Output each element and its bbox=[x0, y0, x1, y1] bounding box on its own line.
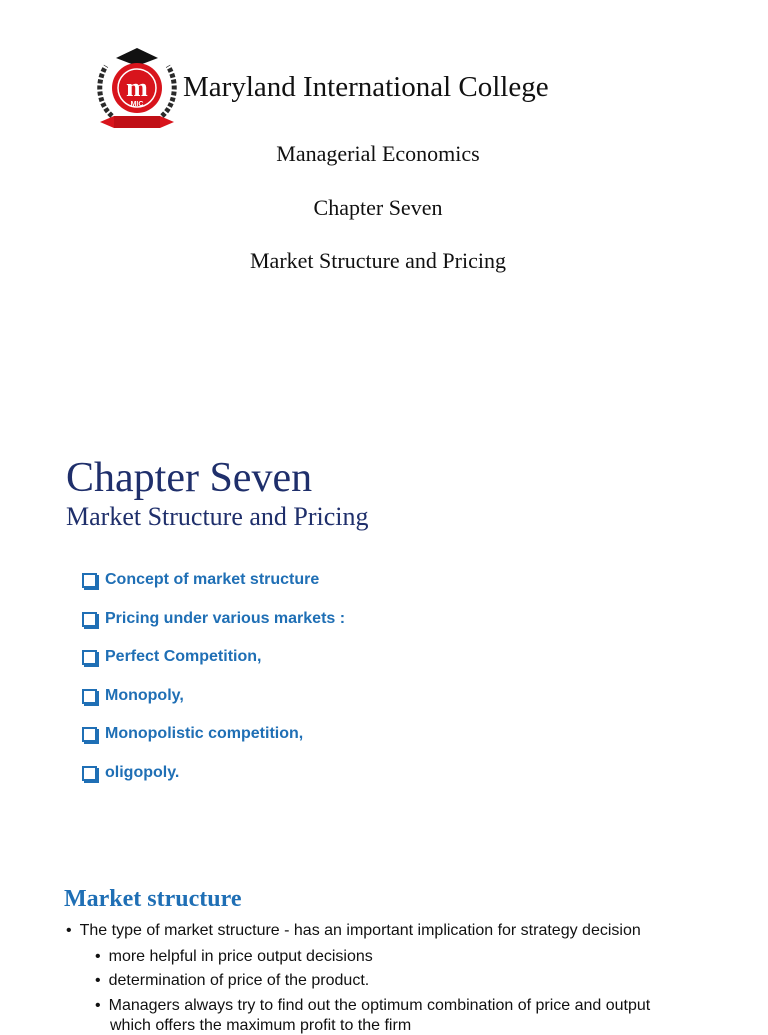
list-item-label: Concept of market structure bbox=[105, 571, 320, 588]
checkbox-bullet-icon bbox=[82, 612, 97, 627]
checkbox-bullet-icon bbox=[82, 766, 97, 781]
list-item bbox=[82, 648, 261, 666]
list-item-label: Monopoly, bbox=[105, 687, 184, 704]
list-item bbox=[82, 687, 184, 705]
chapter-label: Chapter Seven bbox=[313, 195, 443, 220]
svg-text:MIC: MIC bbox=[130, 101, 144, 108]
topic-label: Market Structure and Pricing bbox=[250, 248, 506, 273]
checkbox-bullet-icon bbox=[82, 650, 97, 665]
list-item-label: oligopoly. bbox=[105, 764, 180, 781]
checkbox-bullet-icon bbox=[82, 573, 97, 588]
bullet-icon: • bbox=[95, 972, 101, 989]
bullet-icon: • bbox=[95, 948, 101, 965]
chapter-title: Chapter Seven bbox=[66, 455, 313, 501]
sub-bullet-continuation: which offers the maximum profit to the firm bbox=[110, 1017, 412, 1034]
list-item-label: Perfect Competition, bbox=[105, 648, 262, 665]
bullet-item: • The type of market structure - has an important implication for strategy decision bbox=[66, 922, 641, 939]
course-title: Managerial Economics bbox=[276, 141, 480, 166]
svg-text:m: m bbox=[126, 73, 148, 102]
list-item bbox=[82, 610, 345, 628]
list-item bbox=[82, 764, 179, 782]
bullet-icon: • bbox=[66, 922, 72, 939]
market-structure-slide bbox=[0, 860, 768, 1034]
checkbox-bullet-icon bbox=[82, 689, 97, 704]
bullet-icon: • bbox=[95, 997, 101, 1014]
sub-bullet-item: • more helpful in price output decisions bbox=[95, 948, 373, 965]
chapter-subtitle: Market Structure and Pricing bbox=[66, 502, 369, 531]
list-item-label: Monopolistic competition, bbox=[105, 725, 304, 742]
list-item-label: Pricing under various markets : bbox=[105, 610, 346, 627]
checkbox-bullet-icon bbox=[82, 727, 97, 742]
college-name: Maryland International College bbox=[183, 71, 549, 103]
sub-bullet-item: • determination of price of the product. bbox=[95, 972, 370, 989]
title-slide bbox=[0, 0, 768, 330]
section-title: Market structure bbox=[64, 886, 242, 912]
list-item bbox=[82, 725, 303, 743]
outline-slide bbox=[0, 420, 768, 840]
list-item bbox=[82, 571, 319, 589]
college-logo bbox=[94, 46, 180, 136]
sub-bullet-item: • Managers always try to find out the optimum combination of price and output bbox=[95, 997, 651, 1014]
